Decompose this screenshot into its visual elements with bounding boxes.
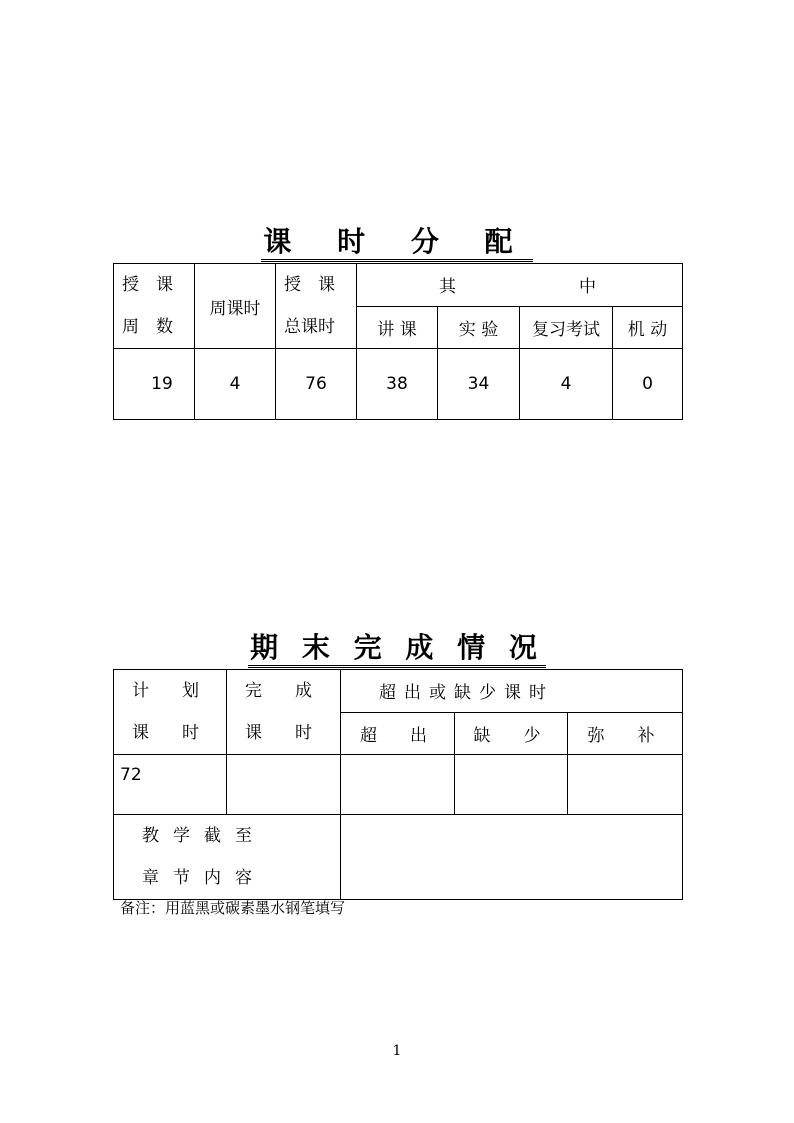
value-lecture: 38 xyxy=(357,349,438,420)
header-among xyxy=(357,264,683,307)
header-weekly-hours: 周课时 xyxy=(195,264,276,349)
value-flexible: 0 xyxy=(613,349,683,420)
header-planned-line2: 课 时 xyxy=(132,723,207,743)
value-total-hours: 76 xyxy=(276,349,357,420)
header-experiment: 实 验 xyxy=(438,306,520,349)
section-title-hours-allocation-text: 课 时 分 配 xyxy=(261,225,532,262)
term-completion-table xyxy=(113,669,683,900)
header-total-hours-line1: 授 课 xyxy=(284,275,335,295)
section-title-hours-allocation xyxy=(0,225,794,262)
section-title-term-completion xyxy=(0,631,794,668)
header-short: 缺 少 xyxy=(455,712,568,755)
value-makeup[interactable] xyxy=(568,755,683,815)
header-progress-line2: 章节内容 xyxy=(142,868,266,888)
section-title-term-completion-text: 期 末 完 成 情 况 xyxy=(248,631,546,668)
header-teaching-weeks-line2: 周 数 xyxy=(122,317,173,337)
header-progress-content xyxy=(114,815,341,900)
header-planned-line1: 计 划 xyxy=(132,681,207,701)
header-completed-hours xyxy=(227,670,341,755)
header-makeup: 弥 补 xyxy=(568,712,683,755)
header-completed-line1: 完 成 xyxy=(245,681,320,701)
header-over-short: 超出或缺少课时 xyxy=(341,670,683,713)
value-experiment: 34 xyxy=(438,349,520,420)
header-progress-line1: 教学截至 xyxy=(142,826,266,846)
header-among-right: 中 xyxy=(579,277,596,298)
header-planned-hours xyxy=(114,670,227,755)
value-short[interactable] xyxy=(455,755,568,815)
value-completed-hours[interactable] xyxy=(227,755,341,815)
hours-allocation-table xyxy=(113,263,683,420)
footnote: 备注：用蓝黑或碳素墨水钢笔填写 xyxy=(120,899,346,917)
header-teaching-weeks xyxy=(114,264,195,349)
header-lecture: 讲 课 xyxy=(357,306,438,349)
value-planned-hours[interactable]: 72 xyxy=(114,755,227,815)
header-total-hours xyxy=(276,264,357,349)
header-flexible: 机 动 xyxy=(613,306,683,349)
value-weekly-hours: 4 xyxy=(195,349,276,420)
value-progress-content[interactable] xyxy=(341,815,683,900)
header-completed-line2: 课 时 xyxy=(245,723,320,743)
header-among-left: 其 xyxy=(439,277,456,298)
header-review-exam: 复习考试 xyxy=(520,306,613,349)
page-number: 1 xyxy=(392,1043,402,1059)
header-over: 超 出 xyxy=(341,712,455,755)
value-review-exam: 4 xyxy=(520,349,613,420)
value-weeks: 19 xyxy=(114,349,195,420)
value-over[interactable] xyxy=(341,755,455,815)
header-total-hours-line2: 总课时 xyxy=(284,317,335,337)
header-teaching-weeks-line1: 授 课 xyxy=(122,275,173,295)
